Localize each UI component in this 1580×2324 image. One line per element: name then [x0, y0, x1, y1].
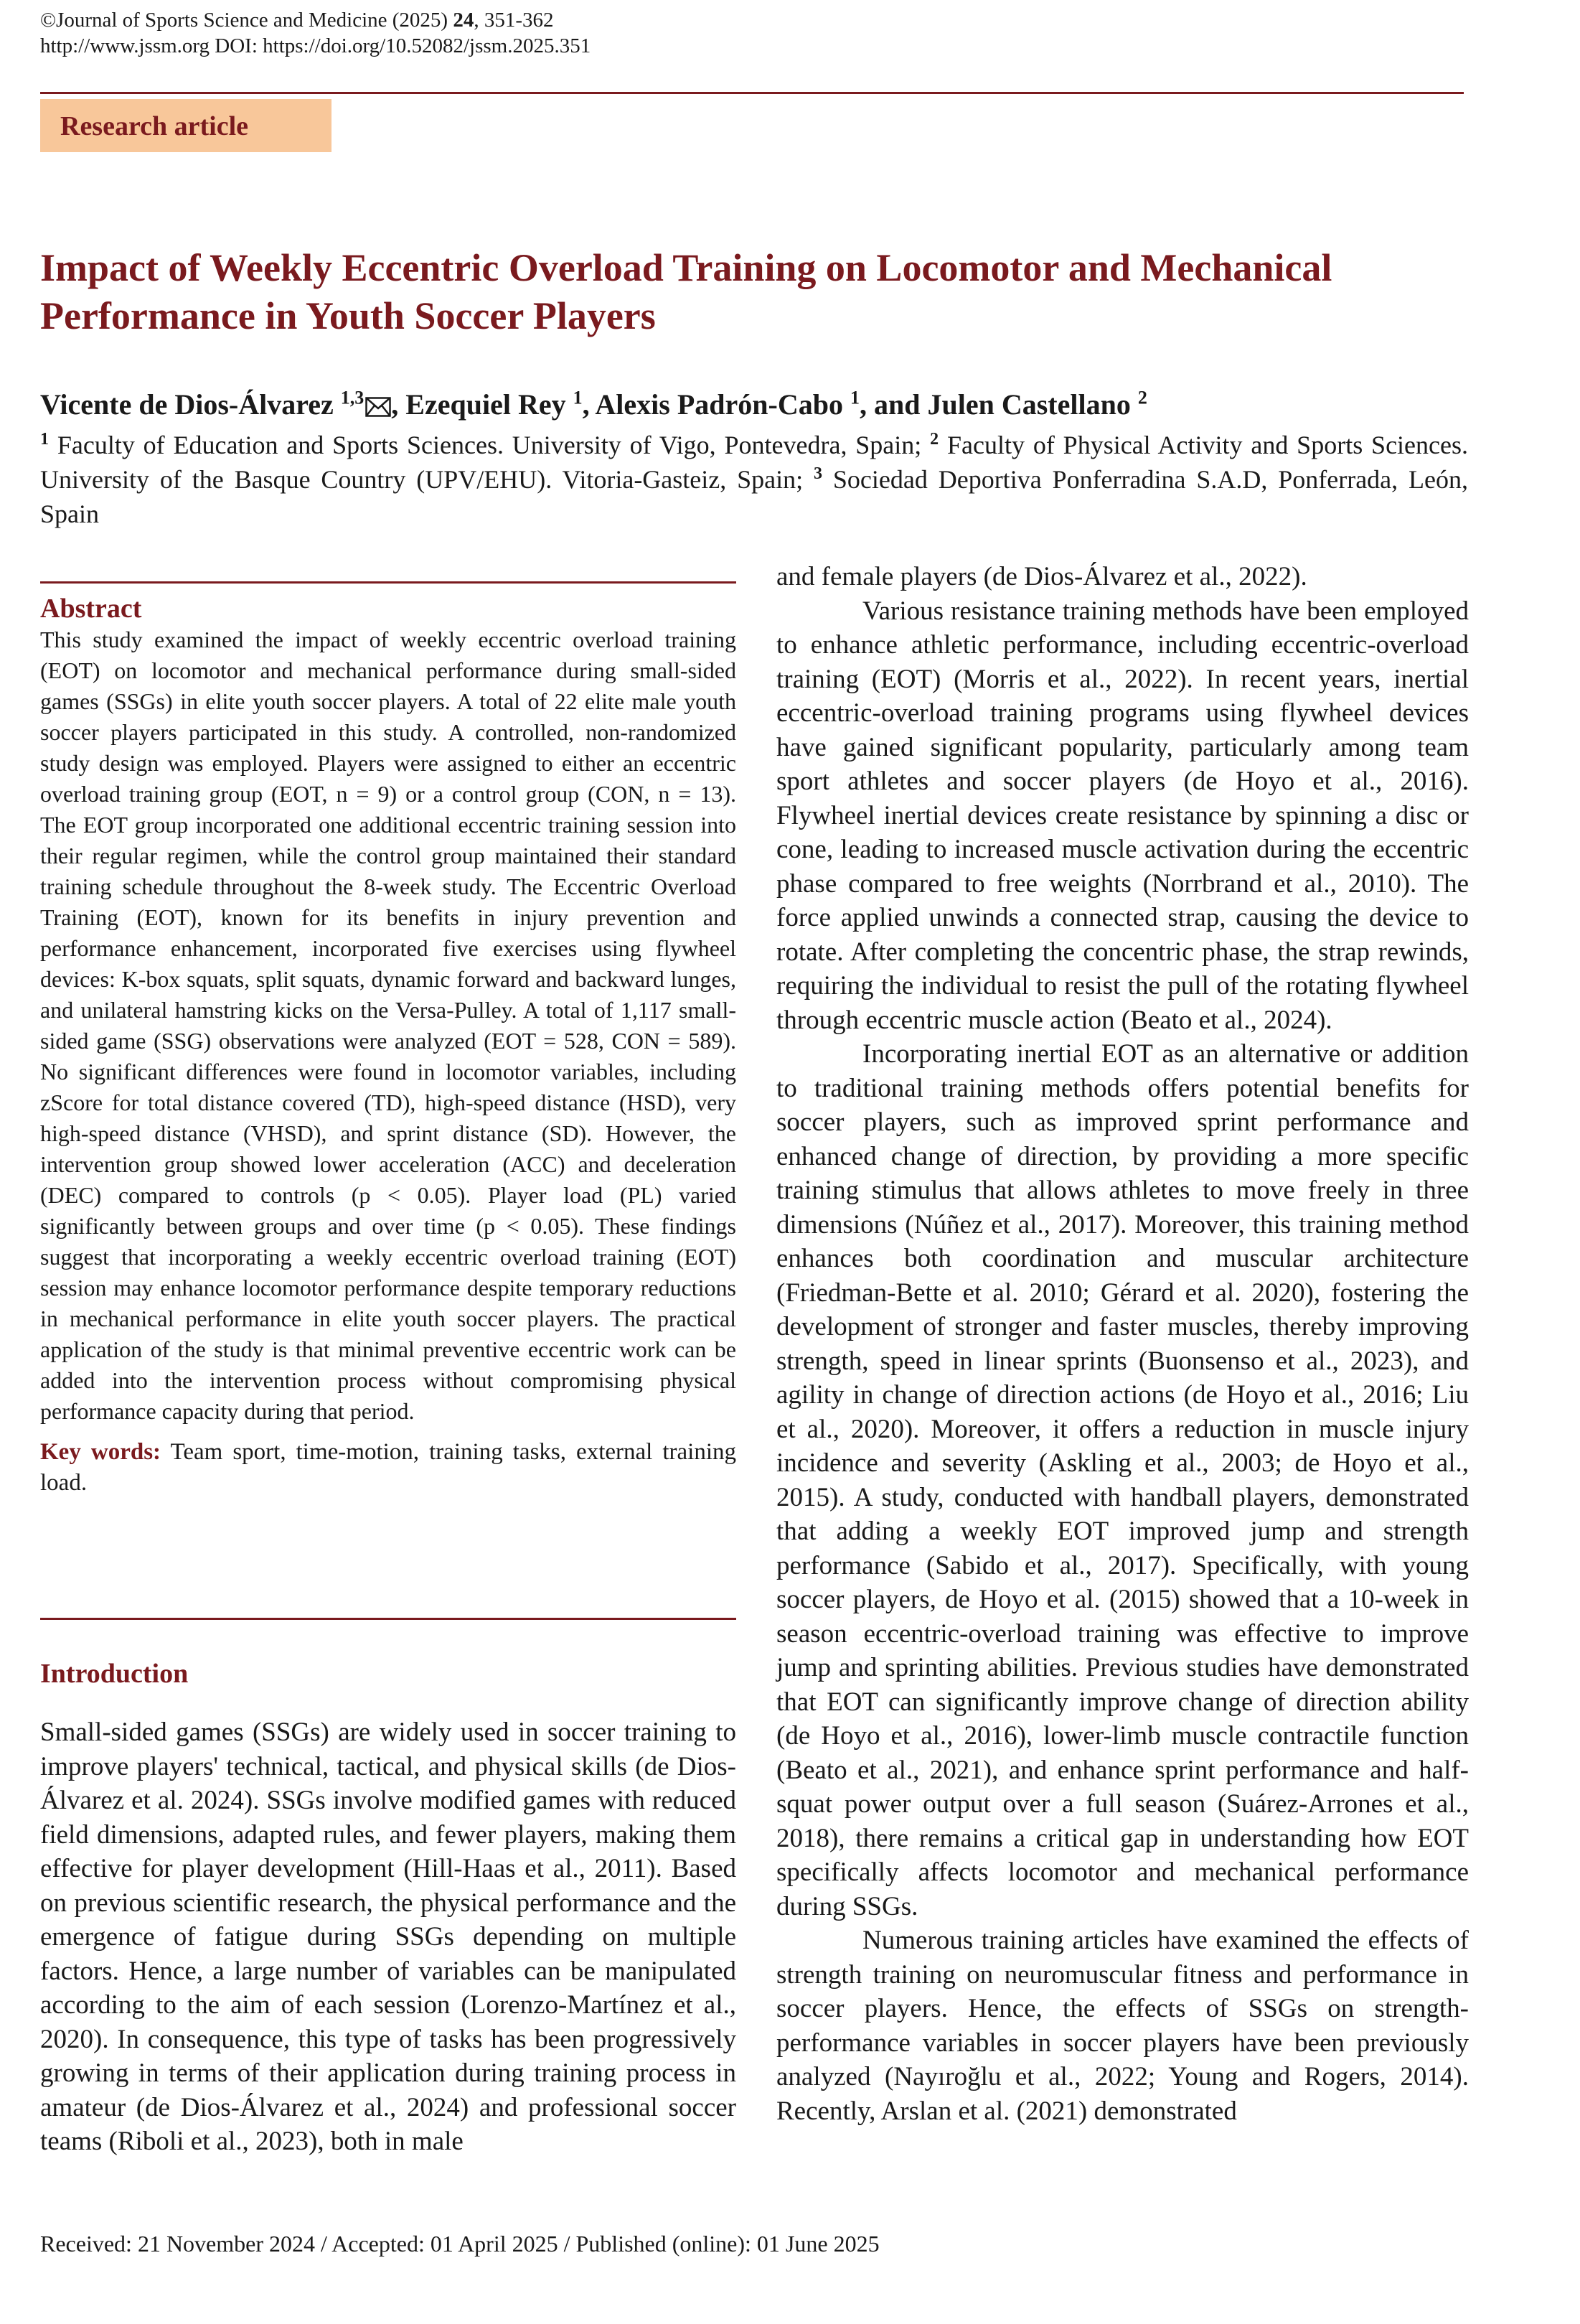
author-name: Ezequiel Rey [405, 388, 566, 421]
affiliation-number: 2 [930, 430, 939, 449]
body-paragraph: Numerous training articles have examined the effects of strength training on neuromuscular fitness and performance in soccer players. Hence, the effects of SSGs on strength-performance variables in soccer players have been previously analyzed (Nayıroğlu et al., 2022; Young and Rogers, 2014). Recently, Arslan et al. (2021) demonstrated [776, 1926, 1469, 2126]
introduction-heading: Introduction [40, 1659, 189, 1689]
abstract-block [40, 593, 736, 1499]
affiliation-number: 1 [40, 430, 49, 449]
author-separator: , [582, 388, 596, 421]
journal-volume: 24 [453, 9, 474, 32]
author-affiliation-sup: 1 [573, 387, 583, 408]
keywords [40, 1437, 736, 1499]
journal-prefix: ©Journal of Sports Science and Medicine (2025) [40, 9, 453, 32]
journal-citation [40, 7, 554, 33]
article-type-label: Research article [60, 111, 249, 141]
author-affiliation-sup: 1 [850, 387, 860, 408]
author-affiliation-sup: 2 [1137, 387, 1147, 408]
affiliation-text: Sociedad Deportiva Ponferradina S.A.D, Ponferrada, León, Spain [40, 465, 1468, 528]
abstract-text: This study examined the impact of weekly eccentric overload training (EOT) on locomotor and mechanical performance during small-sided games (SSGs) in elite youth soccer players. A total of 22 elite male youth soccer players participated in this study. A controlled, non-randomized study design was employed. Players were assigned to either an eccentric overload training group (EOT, n = 9) or a control group (CON, n = 13). The EOT group incorporated one additional eccentric training session into their regular regimen, while the control group maintained their standard training schedule throughout the 8-week study. The Eccentric Overload Training (EOT), known for its benefits in injury prevention and performance enhancement, incorporated five exercises using flywheel devices: K-box squats, split squats, dynamic forward and backward lunges, and unilateral hamstring kicks on the Versa-Pulley. A total of 1,117 small-sided game (SSG) observations were analyzed (EOT = 528, CON = 589). No significant differences were found in locomotor variables, including zScore for total distance covered (TD), high-speed distance (HSD), very high-speed distance (VHSD), and sprint distance (SD). However, the intervention group showed lower acceleration (ACC) and deceleration (DEC) compared to controls (p < 0.05). Player load (PL) varied significantly between groups and over time (p < 0.05). These findings suggest that incorporating a weekly eccentric overload training (EOT) session may enhance locomotor performance despite temporary reductions in mechanical performance in elite youth soccer players. The practical application of the study is that minimal preventive eccentric work can be added into the intervention process without compromising physical performance capacity during that period. [40, 627, 736, 1424]
envelope-icon[interactable] [365, 389, 391, 426]
introduction-paragraph: Small-sided games (SSGs) are widely used in soccer training to improve players' technical, tactical, and physical skills (de Dios-Álvarez et al. 2024). SSGs involve modified games with reduced field dimensions, adapted rules, and fewer players, making them effective for player development (Hill-Haas et al., 2011). Based on previous scientific research, the physical performance and the emergence of fatigue during SSGs depending on multiple factors. Hence, a large number of variables can be manipulated according to the aim of each session (Lorenzo-Martínez et al., 2020). In consequence, this type of tasks has been progressively growing in terms of their application during training process in amateur (de Dios-Álvarez et al., 2024) and professional soccer teams (Riboli et al., 2023), both in male [40, 1718, 736, 2156]
right-column [776, 560, 1469, 2128]
body-paragraph: and female players (de Dios-Álvarez et al., 2022). [776, 562, 1307, 591]
abstract-top-rule [40, 581, 736, 584]
article-title: Impact of Weekly Eccentric Overload Training on Locomotor and Mechanical Performance in Youth Soccer Players [40, 246, 1332, 337]
author-separator: , and [859, 388, 928, 421]
body-paragraph: Various resistance training methods have been employed to enhance athletic performance, including eccentric-overload training (EOT) (Morris et al., 2022). In recent years, inertial eccentric-overload training programs using flywheel devices have gained significant popularity, particularly among team sport athletes and soccer players (de Hoyo et al., 2016). Flywheel inertial devices create resistance by spinning a disc or cone, leading to increased muscle activation during the eccentric phase compared to free weights (Norrbrand et al., 2010). The force applied unwinds a connected strap, causing the device to rotate. After completing the concentric phase, the strap rewinds, requiring the individual to resist the pull of the rotating flywheel through eccentric muscle action (Beato et al., 2024). [776, 596, 1469, 1035]
author-separator: , [391, 388, 406, 421]
affiliation-number: 3 [814, 464, 823, 483]
introduction-section [40, 1658, 736, 2159]
article-type-badge [40, 99, 331, 152]
affiliation-text: Faculty of Physical Activity and Sports Sciences. University of the Basque Country (UPV/EHU). Vitoria-Gasteiz, Spain; [40, 431, 1468, 494]
keywords-text: Team sport, time-motion, training tasks, external training load. [40, 1439, 736, 1496]
author-list [40, 386, 1468, 426]
author-name: Julen Castellano [927, 388, 1131, 421]
doi-line[interactable]: http://www.jssm.org DOI: https://doi.org/10.52082/jssm.2025.351 [40, 34, 591, 57]
abstract-bottom-rule [40, 1618, 736, 1620]
journal-pages: , 351-362 [474, 9, 554, 32]
author-name: Vicente de Dios-Álvarez [40, 388, 334, 421]
header-rule [40, 92, 1464, 94]
author-affiliation-sup: 1,3 [340, 387, 365, 408]
affiliations [40, 428, 1468, 531]
affiliation-text: Faculty of Education and Sports Sciences. University of Vigo, Pontevedra, Spain; [49, 431, 931, 459]
abstract-heading: Abstract [40, 594, 142, 624]
publication-dates: Received: 21 November 2024 / Accepted: 01 April 2025 / Published (online): 01 June 2025 [40, 2231, 880, 2257]
body-paragraph: Incorporating inertial EOT as an alternative or addition to traditional training methods offers potential benefits for soccer players, such as improved sprint performance and enhanced change of direction, by providing a more specific training stimulus that allows athletes to move freely in three dimensions (Núñez et al., 2017). Moreover, this training method enhances both coordination and muscular architecture (Friedman-Bette et al. 2010; Gérard et al. 2020), fostering the development of stronger and faster muscles, thereby improving strength, speed in linear sprints (Buonsenso et al., 2023), and agility in change of direction actions (de Hoyo et al., 2016; Liu et al., 2020). Moreover, it offers a reduction in muscle injury incidence and severity (Askling et al., 2003; de Hoyo et al., 2015). A study, conducted with handball players, demonstrated that adding a weekly EOT improved jump and strength performance (Sabido et al., 2017). Specifically, with young soccer players, de Hoyo et al. (2015) showed that a 10-week in season eccentric-overload training was effective to improve jump and sprinting abilities. Previous studies have demonstrated that EOT can significantly improve change of direction ability (de Hoyo et al., 2016), lower-limb muscle contractile function (Beato et al., 2021), and enhance sprint performance and half-squat power output over a full season (Suárez-Arrones et al., 2018), there remains a critical gap in understanding how EOT specifically affects locomotor and mechanical performance during SSGs. [776, 1039, 1469, 1921]
author-name: Alexis Padrón-Cabo [595, 388, 843, 421]
keywords-label: Key words: [40, 1439, 161, 1465]
